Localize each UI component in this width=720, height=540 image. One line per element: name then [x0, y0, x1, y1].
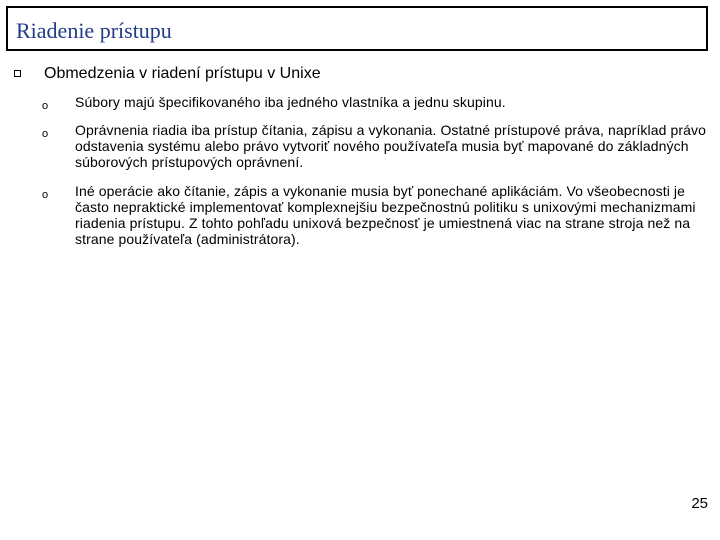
- title-box: [6, 6, 708, 51]
- sub-point-2: Oprávnenia riadia iba prístup čítania, zápisu a vykonania. Ostatné prístupové práva, napríklad právo odstavenia systému alebo právo vytvoriť nového používateľa musia byť mapované do základných súborových prístupových oprávnení.: [75, 122, 707, 170]
- sub-point-1: Súbory majú špecifikovaného iba jedného vlastníka a jednu skupinu.: [75, 94, 506, 110]
- page-number: 25: [691, 495, 708, 512]
- square-bullet-icon: [14, 70, 21, 77]
- circle-bullet-icon: o: [42, 128, 49, 140]
- sub-point-3: Iné operácie ako čítanie, zápis a vykonanie musia byť ponechané aplikáciám. Vo všeobecnosti je často nepraktické implementovať komplexnejšiu bezpečnostnú politiku s unixovými mechanizmami riadenia prístupu. Z tohto pohľadu unixová bezpečnosť je umiestnená viac na strane stroja než na strane používateľa (administrátora).: [75, 183, 696, 247]
- circle-bullet-icon: o: [42, 189, 49, 201]
- circle-bullet-icon: o: [42, 100, 49, 112]
- main-point: Obmedzenia v riadení prístupu v Unixe: [44, 65, 321, 82]
- slide-title: Riadenie prístupu: [16, 18, 172, 43]
